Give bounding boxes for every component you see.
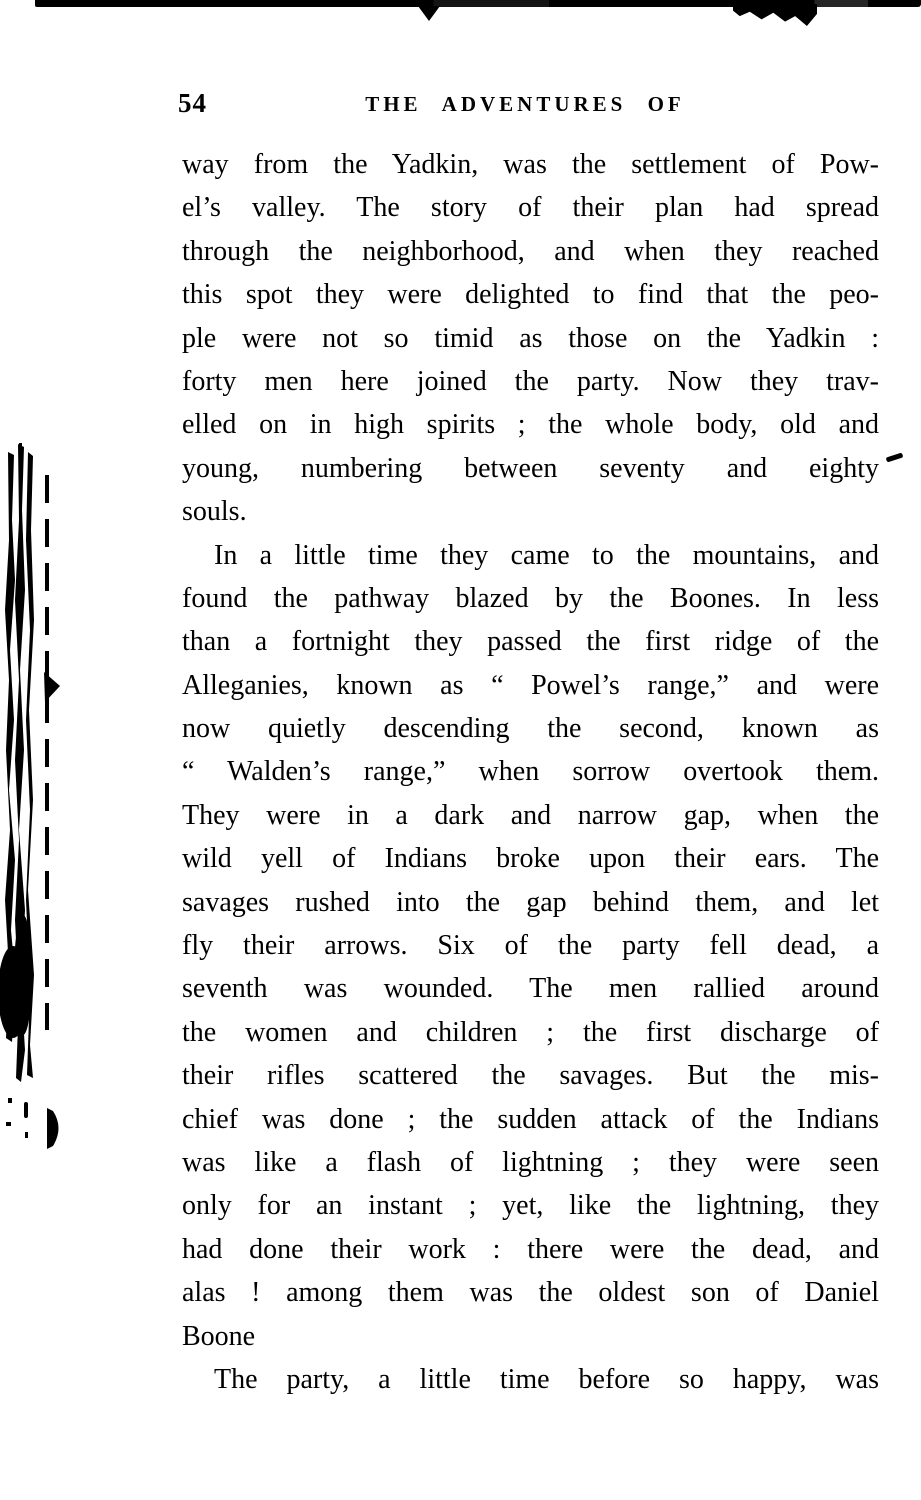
- text-line: el’s valley. The story of their plan had spread: [182, 192, 879, 224]
- text-line: elled on in high spirits ; the whole body, old and: [182, 409, 879, 441]
- text-line: In a little time they came to the mountains, and: [214, 539, 879, 571]
- text-line: souls.: [182, 496, 247, 528]
- text-line: Boone: [182, 1320, 256, 1352]
- text-line: through the neighborhood, and when they reached: [182, 235, 879, 267]
- text-line: alas ! among them was the oldest son of Daniel: [182, 1277, 879, 1309]
- text-line: the women and children ; the first discharge of: [182, 1016, 879, 1048]
- text-line: way from the Yadkin, was the settlement of Pow-: [182, 149, 879, 180]
- scan-artifact-binding-streaks: [0, 430, 70, 1170]
- text-line: chief was done ; the sudden attack of the Indians: [182, 1103, 879, 1135]
- text-line: fly their arrows. Six of the party fell dead, a: [182, 930, 879, 962]
- text-line: was like a flash of lightning ; they were seen: [182, 1146, 879, 1178]
- text-line: their rifles scattered the savages. But the mis-: [182, 1060, 879, 1092]
- text-line: seventh was wounded. The men rallied around: [182, 973, 879, 1005]
- text-line: Alleganies, known as “ Powel’s range,” and were: [182, 669, 879, 701]
- text-line: forty men here joined the party. Now they trav-: [182, 365, 879, 397]
- scan-artifact-top-triangle: [418, 6, 440, 21]
- text-line: had done their work : there were the dead, and: [182, 1233, 879, 1265]
- running-header: THE ADVENTURES OF: [365, 92, 685, 116]
- text-line: young, numbering between seventy and eighty: [182, 452, 879, 484]
- text-line: They were in a dark and narrow gap, when the: [182, 799, 879, 831]
- text-line: than a fortnight they passed the first ridge of the: [182, 626, 879, 658]
- text-line: savages rushed into the gap behind them, and let: [182, 886, 879, 918]
- text-line: ple were not so timid as those on the Yadkin :: [182, 322, 879, 354]
- text-line: only for an instant ; yet, like the lightning, they: [182, 1190, 879, 1222]
- scan-artifact-right-tick: [886, 452, 904, 462]
- text-line: now quietly descending the second, known as: [182, 713, 879, 745]
- text-line: “ Walden’s range,” when sorrow overtook them.: [182, 756, 879, 788]
- text-line: The party, a little time before so happy, was: [214, 1363, 879, 1395]
- scan-artifact-top-ragged-blob: [733, 4, 817, 26]
- text-line: this spot they were delighted to find that the peo-: [182, 279, 879, 311]
- page-number: 54: [178, 88, 207, 118]
- text-line: found the pathway blazed by the Boones. In less: [182, 582, 879, 614]
- text-line: wild yell of Indians broke upon their ears. The: [182, 843, 879, 875]
- body-text: [182, 143, 879, 1401]
